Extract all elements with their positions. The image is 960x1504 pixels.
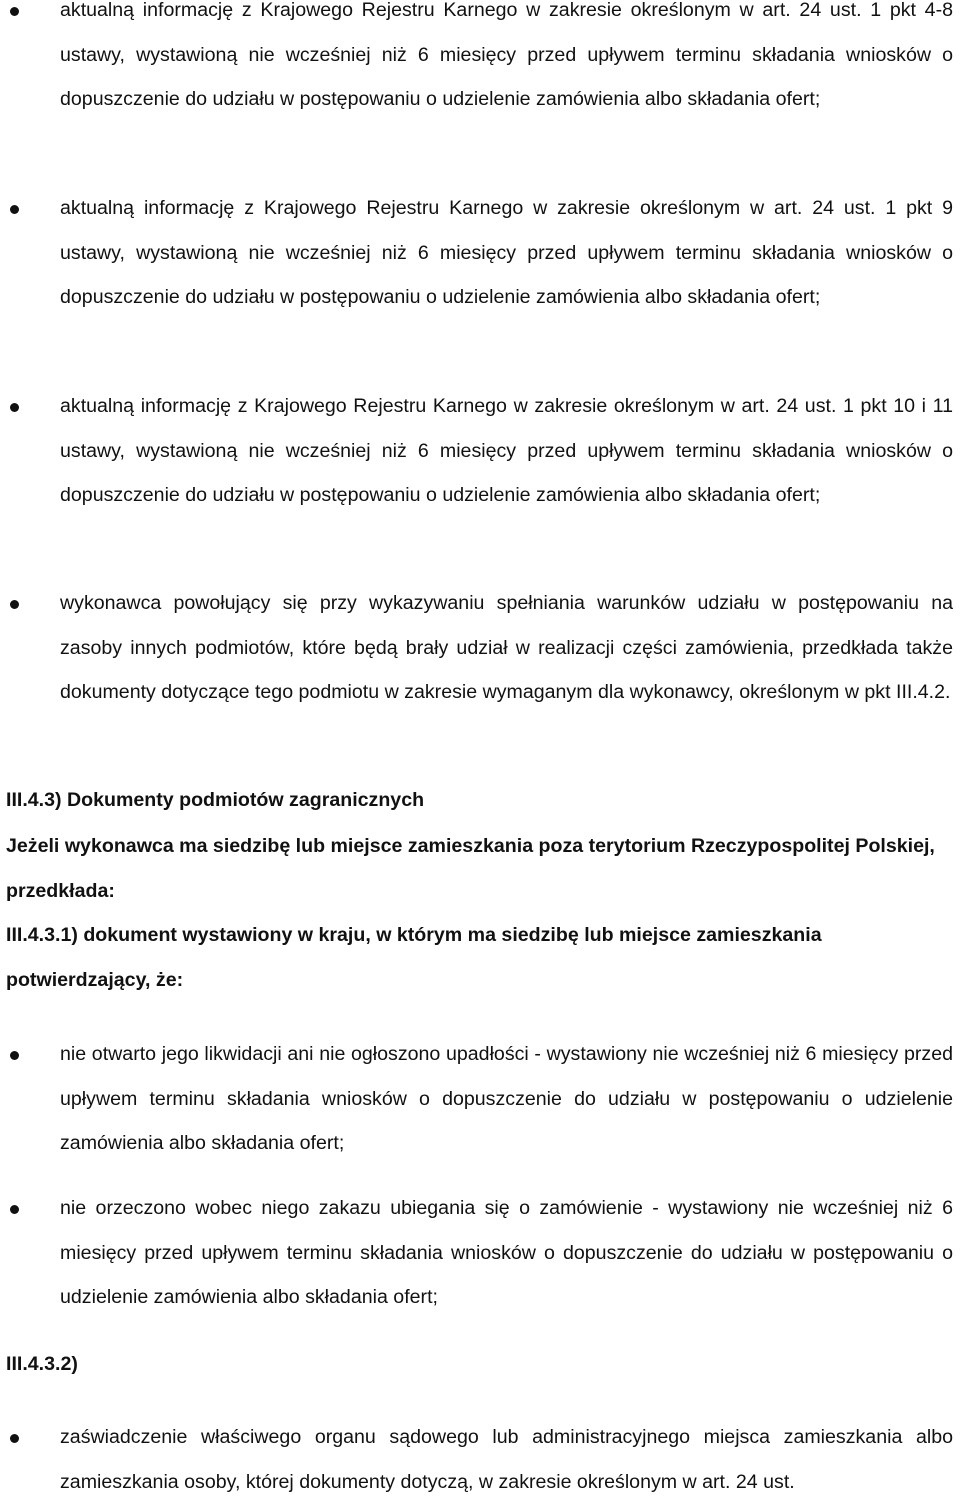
bullet-icon bbox=[10, 403, 19, 412]
list-item-text: aktualną informację z Krajowego Rejestru Karnego w zakresie określonym w art. 24 ust. 1 pkt 4-8 ustawy, wystawioną nie wcześniej niż 6 miesięcy przed upływem terminu składania wniosków o dopuszczenie do udziału w postępowaniu o udzielenie zamówienia albo składania ofert; bbox=[60, 0, 953, 110]
list-item-text: zaświadczenie właściwego organu sądowego lub administracyjnego miejsca zamieszkania albo zamieszkania osoby, której dokumenty dotyczą, w zakresie określonym w art. 24 ust. bbox=[60, 1426, 953, 1493]
bullet-icon bbox=[10, 1051, 19, 1060]
section-intro: Jeżeli wykonawca ma siedzibę lub miejsce zamieszkania poza terytorium Rzeczypospolitej Polskiej, przedkłada: bbox=[6, 835, 935, 902]
subsection-heading: III.4.3.2) bbox=[6, 1353, 78, 1375]
list-item-text: nie otwarto jego likwidacji ani nie ogłoszono upadłości - wystawiony nie wcześniej niż 6 miesięcy przed upływem terminu składania wniosków o dopuszczenie do udziału w postępowaniu o udzielenie zamówienia albo składania ofert; bbox=[60, 1043, 953, 1154]
section-heading: III.4.3) Dokumenty podmiotów zagranicznych bbox=[6, 789, 425, 811]
bullet-icon bbox=[10, 1434, 19, 1443]
bullet-icon bbox=[10, 205, 19, 214]
list-item-text: nie orzeczono wobec niego zakazu ubiegania się o zamówienie - wystawiony nie wcześniej niż 6 miesięcy przed upływem terminu składania wniosków o dopuszczenie do udziału w postępowaniu o udzielenie zamówienia albo składania ofert; bbox=[60, 1197, 953, 1308]
bullet-icon bbox=[10, 600, 19, 609]
subsection-heading: III.4.3.1) dokument wystawiony w kraju, w którym ma siedzibę lub miejsce zamieszkania potwierdzający, że: bbox=[6, 924, 822, 991]
list-item-text: aktualną informację z Krajowego Rejestru Karnego w zakresie określonym w art. 24 ust. 1 pkt 9 ustawy, wystawioną nie wcześniej niż 6 miesięcy przed upływem terminu składania wniosków o dopuszczenie do udziału w postępowaniu o udzielenie zamówienia albo składania ofert; bbox=[60, 197, 953, 308]
bullet-icon bbox=[10, 7, 19, 16]
list-item-text: aktualną informację z Krajowego Rejestru Karnego w zakresie określonym w art. 24 ust. 1 pkt 10 i 11 ustawy, wystawioną nie wcześniej niż 6 miesięcy przed upływem terminu składania wniosków o dopuszczenie do udziału w postępowaniu o udzielenie zamówienia albo składania ofert; bbox=[60, 395, 953, 506]
list-item-text: wykonawca powołujący się przy wykazywaniu spełniania warunków udziału w postępowaniu na zasoby innych podmiotów, które będą brały udział w realizacji części zamówienia, przedkłada także dokumenty dotyczące tego podmiotu w zakresie wymaganym dla wykonawcy, określonym w pkt III.4.2. bbox=[60, 592, 953, 703]
bullet-icon bbox=[10, 1205, 19, 1214]
